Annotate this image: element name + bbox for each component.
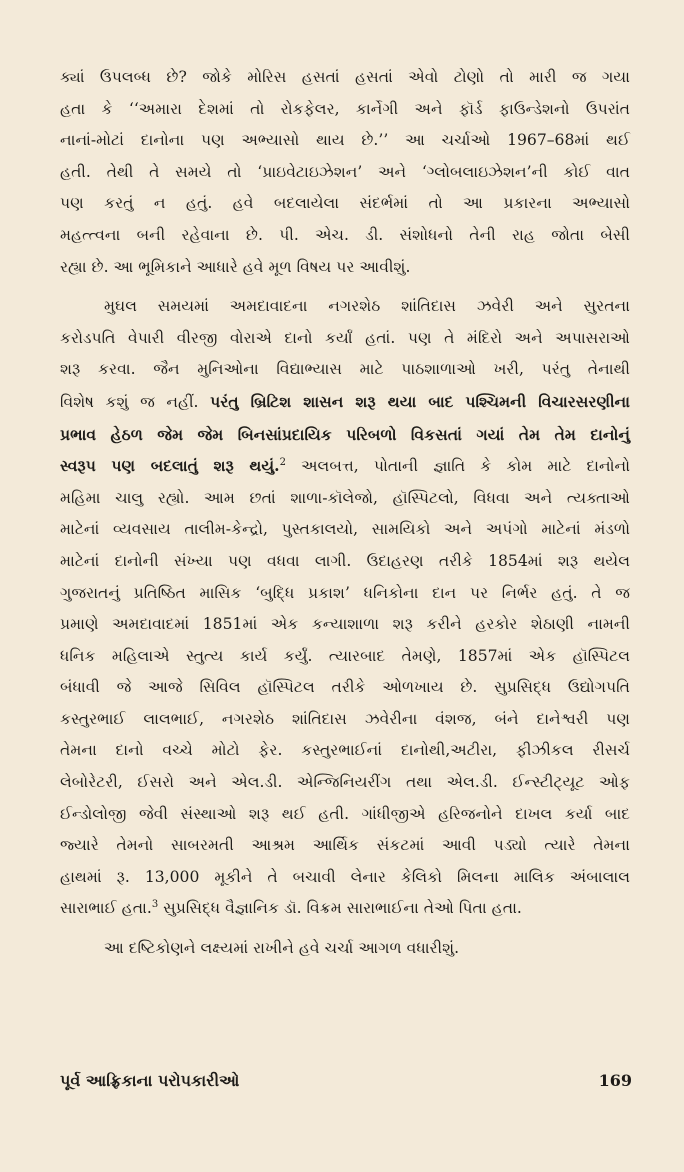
text-line bbox=[60, 450, 630, 483]
plain-text: અલબત્ત, પોતાની જ્ઞાતિ કે કોમ માટે દાનોનો bbox=[285, 457, 631, 476]
text-line: ગુજરાતનું પ્રતિષ્ઠિત માસિક ‘બુદ્ધિ પ્રકાશ’ ધનિકોના દાન પર નિર્ભર હતું. તે જ bbox=[60, 583, 630, 602]
text-line: જ્યારે તેમનો સાબરમતી આશ્રમ આર્થિક સંકટમાં આવી પડ્યો ત્યારે તેમના bbox=[60, 836, 630, 855]
paragraph-2 bbox=[60, 291, 630, 925]
text-line: નાનાં-મોટાં દાનોના પણ અભ્યાસો થાય છે.’’ આ ચર્ચાઓ 1967–68માં થઈ bbox=[60, 131, 630, 150]
page-footer bbox=[60, 1071, 632, 1091]
text-line: શરૂ કરવા. જૈન મુનિઓના વિદ્યાભ્યાસ માટે પાઠશાળાઓ ખરી, પરંતુ તેનાથી bbox=[60, 360, 630, 379]
footnote-ref-3[interactable]: 3 bbox=[151, 899, 159, 911]
text-line: માટેનાં દાનોની સંખ્યા પણ વધવા લાગી. ઉદાહરણ તરીકે 1854માં શરૂ થયેલ bbox=[60, 551, 630, 570]
bold-text: સ્વરૂપ પણ બદલાતું શરૂ થયું. bbox=[60, 456, 280, 476]
bold-text: પરંતુ બ્રિટિશ શાસન શરૂ થયા બાદ પશ્ચિમની વિચારસરણીના bbox=[210, 391, 630, 411]
text-line: ક્યાં ઉપલબ્ધ છે? જોકે મોરિસ હસતાં હસતાં એવો ટોણો તો મારી જ ગયા bbox=[60, 68, 630, 86]
text-line: હાથમાં રૂ. 13,000 મૂકીને તે બચાવી લેનાર કેલિકો મિલના માલિક અંબાલાલ bbox=[60, 867, 630, 886]
body-text bbox=[60, 62, 630, 973]
text-line: કરોડપતિ વેપારી વીરજી વોરાએ દાનો કર્યાં હતાં. પણ તે મંદિરો અને અપાસરાઓ bbox=[60, 328, 630, 347]
text-line: ઈન્ડોલોજી જેવી સંસ્થાઓ શરૂ થઈ હતી. ગાંધીજીએ હરિજનોને દાખલ કર્યા બાદ bbox=[60, 804, 630, 823]
text-line: રહ્યા છે. આ ભૂમિકાને આધારે હવે મૂળ વિષય પર આવીશું. bbox=[60, 257, 411, 276]
text-line: કસ્તુરભાઈ લાલભાઈ, નગરશેઠ શાંતિદાસ ઝવેરીના વંશજ, બંને દાનેશ્વરી પણ bbox=[60, 709, 630, 728]
plain-text: સુપ્રસિદ્ધ વૈજ્ઞાનિક ડૉ. વિક્રમ સારાભાઈના તેઓ પિતા હતા. bbox=[158, 899, 522, 918]
text-line bbox=[60, 893, 630, 925]
text-line bbox=[60, 386, 630, 419]
running-footer-title: પૂર્વ આફ્રિકાના પરોપકારીઓ bbox=[60, 1071, 240, 1090]
text-line: હતા કે ‘‘અમારા દેશમાં તો રોકફેલર, કાર્નેગી અને ફૉર્ડ ફાઉન્ડેશનો ઉપરાંત bbox=[60, 99, 630, 118]
paragraph-1 bbox=[60, 62, 630, 283]
text-line: લેબોરેટરી, ઈસરો અને એલ.ડી. એન્જિનિયરીંગ તથા એલ.ડી. ઈન્સ્ટીટ્યૂટ ઓફ bbox=[60, 773, 630, 792]
plain-text: વિશેષ કશું જ નહીં. bbox=[60, 392, 211, 411]
text-line: પ્રમાણે અમદાવાદમાં 1851માં એક કન્યાશાળા શરૂ કરીને હરકોર શેઠાણી નામની bbox=[60, 615, 630, 634]
plain-text: સારાભાઈ હતા. bbox=[60, 899, 152, 918]
text-line: તેમના દાનો વચ્ચે મોટો ફેર. કસ્તુરભાઈનાં દાનોથી,અટીરા, ફીઝીકલ રીસર્ચ bbox=[60, 741, 630, 760]
page-number: 169 bbox=[598, 1071, 632, 1090]
text-line: બંધાવી જે આજે સિવિલ હૉસ્પિટલ તરીકે ઓળખાય છે. સુપ્રસિદ્ધ ઉદ્યોગપતિ bbox=[60, 678, 630, 697]
text-line: મહત્ત્વના બની રહેવાના છે. પી. એચ. ડી. સંશોધનો તેની રાહ જોતા બેસી bbox=[60, 225, 630, 244]
text-line: પણ કરતું ન હતું. હવે બદલાયેલા સંદર્ભમાં તો આ પ્રકારના અભ્યાસો bbox=[60, 194, 630, 213]
text-line: માટેનાં વ્યવસાય તાલીમ-કેન્દ્રો, પુસ્તકાલયો, સામયિકો અને અપંગો માટેનાં મંડળો bbox=[60, 520, 630, 539]
text-line: આ દષ્ટિકોણને લક્ષ્યમાં રાખીને હવે ચર્ચા આગળ વધારીશું. bbox=[104, 939, 460, 958]
text-line: ધનિક મહિલાએ સ્તુત્ય કાર્ય કર્યું. ત્યારબાદ તેમણે, 1857માં એક હૉસ્પિટલ bbox=[60, 646, 630, 665]
footnote-ref-2[interactable]: 2 bbox=[279, 456, 286, 468]
text-line: મહિમા ચાલુ રહ્યો. આમ છતાં શાળા-કૉલેજો, હૉસ્પિટલો, વિધવા અને ત્યક્તાઓ bbox=[60, 488, 630, 507]
paragraph-3 bbox=[60, 933, 630, 965]
text-line: હતી. તેથી તે સમયે તો ‘પ્રાઇવેટાઇઝેશન’ અને ‘ગ્લોબલાઇઝેશન’ની કોઈ વાત bbox=[60, 162, 630, 181]
bold-text-line: પ્રભાવ હેઠળ જેમ જેમ બિનસાંપ્રદાયિક પરિબળો વિકસતાં ગયાં તેમ તેમ દાનોનું bbox=[60, 424, 630, 444]
text-line: મુઘલ સમયમાં અમદાવાદના નગરશેઠ શાંતિદાસ ઝવેરી અને સુરતના bbox=[104, 297, 630, 316]
